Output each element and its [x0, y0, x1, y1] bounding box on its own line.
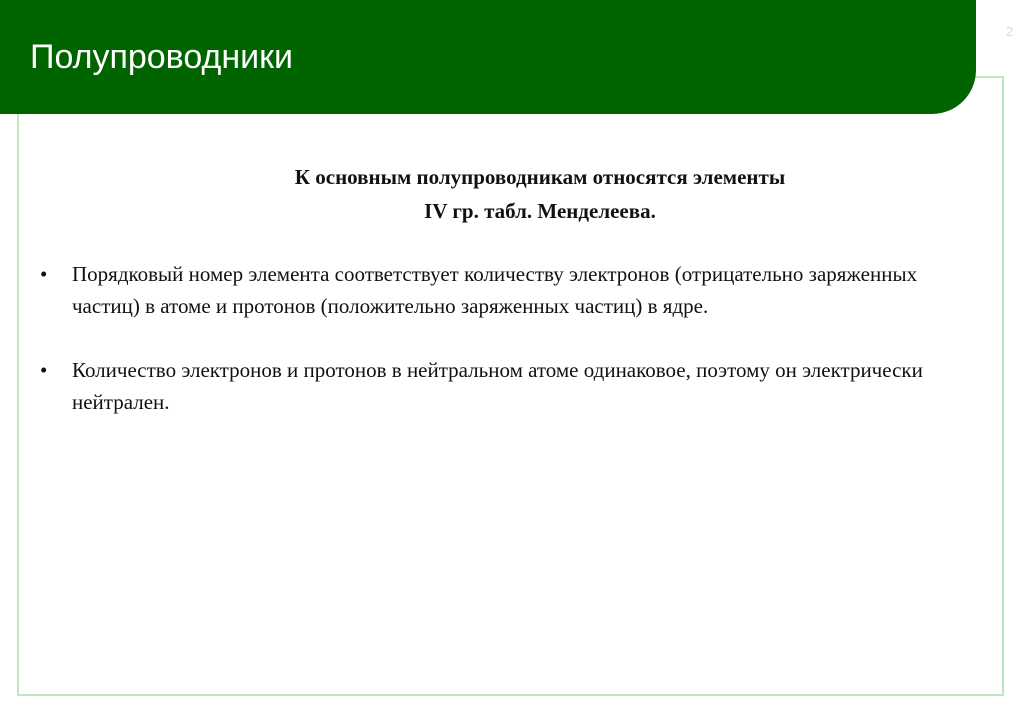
- list-item: [40, 354, 980, 418]
- bullet-text: Количество электронов и протонов в нейтральном атоме одинаковое, поэтому он электрически нейтрален.: [72, 358, 923, 414]
- bullet-text: Порядковый номер элемента соответствует количеству электронов (отрицательно заряженных частиц) в атоме и протонов (положительно заряженных частиц) в ядре.: [72, 262, 918, 318]
- bullet-icon: •: [40, 358, 48, 382]
- lead-text: [0, 160, 1024, 228]
- page-number: 2: [1006, 24, 1014, 39]
- lead-line: IV гр. табл. Менделеева.: [424, 199, 656, 223]
- slide-title: Полупроводники: [30, 38, 293, 76]
- bullet-icon: •: [40, 262, 48, 286]
- title-bar: [0, 0, 976, 114]
- list-item: [40, 258, 980, 322]
- lead-line: К основным полупроводникам относятся элементы: [294, 165, 786, 189]
- bullet-list: [40, 258, 980, 450]
